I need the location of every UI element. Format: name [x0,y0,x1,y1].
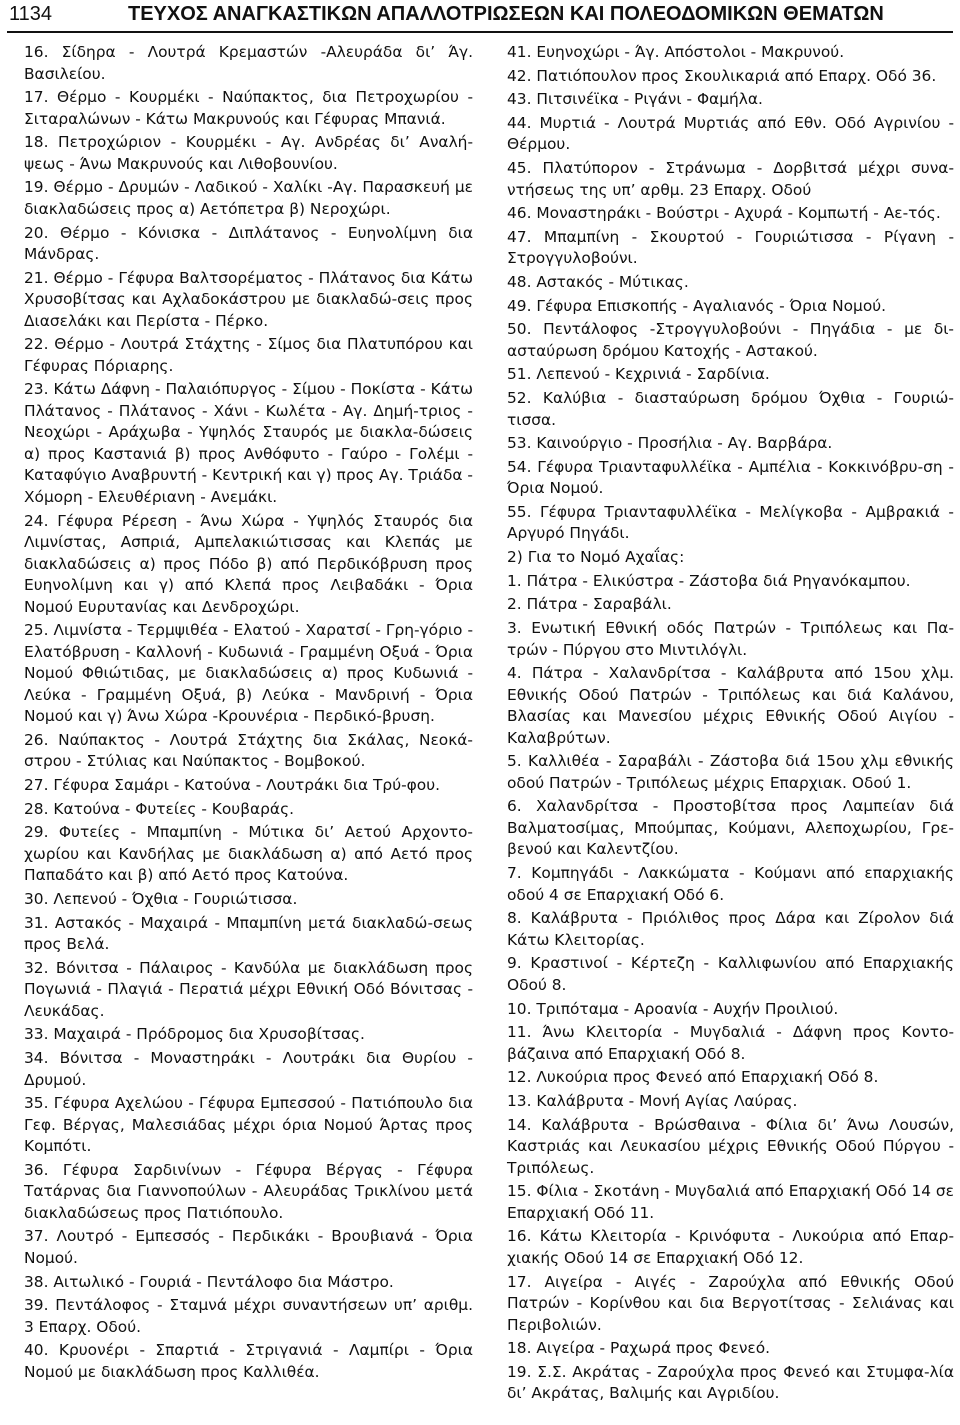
list-item: 1. Πάτρα - Ελικύστρα - Ζάστοβα διά Ρηγανόκαμπου. [507,571,911,590]
header-rule [7,31,953,33]
list-item: 14. Καλάβρυτα - Βρώσθαινα - Φίλια δι’ Άνω Λουσών, Καστριάς και Λευκασίου μέχρις Εθνικής Οδού Πύργου - Τριπόλεως. [507,1115,954,1177]
list-item: 27. Γέφυρα Σαμάρι - Κατούνα - Λουτράκι δια Τρύ-φου. [24,776,441,795]
list-item: 12. Λυκούρια προς Φενεό από Επαρχιακή Οδό 8. [507,1068,879,1087]
list-item: 18. Αιγείρα - Ραχωρά προς Φενεό. [507,1339,771,1358]
list-item: 36. Γέφυρα Σαρδινίνων - Γέφυρα Βέργας - Γέφυρα Τατάρνας δια Γιαννοπούλων - Αλευράδας Τρικλίνου μετά διακλαδώσεως προς Πατιόπουλο. [24,1160,473,1222]
list-item: 35. Γέφυρα Αχελώου - Γέφυρα Εμπεσσού - Πατιόπουλο δια Γεφ. Βέργας, Μαλεσιάδας μέχρι όρια Νομού Άρτας προς Κομπότι. [24,1094,473,1156]
list-item: 41. Ευηνοχώρι - Άγ. Απόστολοι - Μακρυνού. [507,43,845,61]
list-item: 32. Βόνιτσα - Πάλαιρος - Κανδύλα με διακλάδωση προς Πογωνιά - Πλαγιά - Περατιά μέχρι Εθνική Οδό Βόνιτσας - Λευκάδας. [24,958,473,1020]
list-item: 11. Άνω Κλειτορία - Μυγδαλιά - Δάφνη προς Κοντο-βάζαινα από Επαρχιακή Οδό 8. [507,1023,954,1063]
list-item: 31. Αστακός - Μαχαιρά - Μπαμπίνη μετά διακλαδώ-σεως προς Βελά. [24,913,473,954]
list-item: 25. Λιμνίστα - Τερμψιθέα - Ελατού - Χαρατσί - Γρη-γόριο - Ελατόβρυση - Καλλονή - Κυδωνιά - Γραμμένη Οξυά - Όρια Νομού Φθιώτιδας, με διακλαδώσεις α) προς Κυδωνιά - Λεύκα - Γραμμένη Οξυά, β) Λεύκα - Μανδρινή - Όρια Νομού και γ) Άνω Χώρα -Κρουνέρια - Περδικό-βρυση. [24,621,473,726]
list-item: 47. Μπαμπίνη - Σκουρτού - Γουριώτισσα - Ρίγανη - Στρογγυλοβούνι. [507,227,954,268]
list-item: 10. Τριπόταμα - Αροανία - Αυχήν Προιλιού. [507,999,839,1018]
list-item: 38. Αιτωλικό - Γουριά - Πεντάλοφο δια Μάστρο. [24,1272,394,1291]
list-item: 52. Καλύβια - διασταύρωση δρόμου Όχθια - Γουριώ-τισσα. [507,389,954,429]
list-item: 24. Γέφυρα Ρέρεση - Άνω Χώρα - Υψηλός Σταυρός δια Λιμνίστας, Ασπριά, Αμπελακιώτισσας και Κλεπάς με διακλαδώσεις α) προς Πόδο β) από Περδικόβρυση προς Ευηνολίμνη και γ) από Κλεπά προς Λειβαδάκι - Όρια Νομού Ευρυτανίας και Δενδροχώρι. [24,511,473,616]
list-item: 51. Λεπενού - Κεχρινιά - Σαρδίνια. [507,365,770,384]
list-item: 21. Θέρμο - Γέφυρα Βαλτσορέματος - Πλάτανος δια Κάτω Χρυσοβίτσας και Αχλαδοκάστρου με διακλαδώ-σεις προς Διασελάκι και Περίστα - Πέρκο. [24,268,473,330]
list-item: 37. Λουτρό - Εμπεσσός - Περδικάκι - Βρουβιανά - Όρια Νομού. [24,1227,473,1267]
list-item: 16. Σίδηρα - Λουτρά Κρεμαστών -Αλευράδα δι’ Άγ. Βασιλείου. [24,43,473,83]
list-item: 49. Γέφυρα Επισκοπής - Αγαλιανός - Όρια Νομού. [507,296,887,315]
list-item: 2. Πάτρα - Σαραβάλι. [507,595,672,614]
list-item: 45. Πλατύπορον - Στράνωμα - Δορβιτσά μέχρι συνα-ντήσεως της υπ’ αρθμ. 23 Επαρχ. Οδού [507,159,954,199]
list-item: 16. Κάτω Κλειτορία - Κρινόφυτα - Λυκούρια από Επαρ-χιακής Οδού 14 σε Επαρχιακή Οδό 12. [507,1227,954,1267]
list-item: 44. Μυρτιά - Λουτρά Μυρτιάς από Εθν. Οδό Αγρινίου - Θέρμου. [507,113,954,154]
list-item: 13. Καλάβρυτα - Μονή Αγίας Λαύρας. [507,1091,798,1110]
list-item: 42. Πατιόπουλον προς Σκουλικαριά από Επαρχ. Οδό 36. [507,66,937,85]
list-item: 34. Βόνιτσα - Μοναστηράκι - Λουτράκι δια Θυρίου - Δρυμού. [24,1049,473,1089]
list-item: 17. Αιγείρα - Αιγές - Ζαρούχλα από Εθνικής Οδού Πατρών - Κορίνθου και δια Βεργοτίτσας - Σελιάνας και Περιβολιών. [507,1272,954,1334]
list-item: 50. Πεντάλοφος -Στρογγυλοβούνι - Πηγάδια - με δι-ασταύρωση δρόμου Κατοχής - Αστακού. [507,320,954,360]
list-item: 8. Καλάβρυτα - Πριόλιθος προς Δάρα και Ζίρολον διά Κάτω Κλειτορίας. [507,909,954,949]
list-item: 48. Αστακός - Μύτικας. [507,272,689,291]
left-column [24,42,473,1383]
list-item: 19. Θέρμο - Δρυμών - Λαδικού - Χαλίκι -Αγ. Παρασκευή με διακλαδώσεις προς α) Αετόπετρα β) Νεροχώρι. [24,178,473,218]
list-item: 7. Κομπηγάδι - Λακκώματα - Κούμανι από επαρχιακής οδού 4 σε Επαρχιακή Οδό 6. [507,864,954,904]
list-item: 15. Φίλια - Σκοτάνη - Μυγδαλιά από Επαρχιακή Οδό 14 σε Επαρχιακή Οδό 11. [507,1182,954,1222]
list-item: 30. Λεπενού - Όχθια - Γουριώτισσα. [24,889,298,908]
right-column [507,42,954,1405]
list-item: 22. Θέρμο - Λουτρά Στάχτης - Σίμος δια Πλατυπόρου και Γέφυρας Πόριαρης. [24,335,473,375]
list-item: 4. Πάτρα - Χαλανδρίτσα - Καλάβρυτα από 15ου χλμ. Εθνικής Οδού Πατρών - Τριπόλεως και διά Καλάνου, Βλασίας και Μανεσίου μέχρις Εθνικής Οδού Αιγίου - Καλαβρύτων. [507,664,954,747]
list-item: 9. Κραστινοί - Κέρτεζη - Καλλιφωνίου από Επαρχιακής Οδού 8. [507,954,954,994]
list-item: 18. Πετροχώριον - Κουρμέκι - Αγ. Ανδρέας δι’ Αναλή-ψεως - Άνω Μακρυνούς και Λιθοβουνίου. [24,133,473,173]
list-item: 17. Θέρμο - Κουρμέκι - Ναύπακτος, δια Πετροχωρίου - Σιταραλώνων - Κάτω Μακρυνούς και Γέφυρας Μπανιά. [24,88,473,128]
page-number: 1134 [9,3,53,25]
list-item: 20. Θέρμο - Κόνισκα - Διπλάτανος - Ευηνολίμνη δια Μάνδρας. [24,223,473,264]
list-item: 40. Κρυονέρι - Σπαρτιά - Στριγανιά - Λαμπίρι - Όρια Νομού με διακλάδωση προς Καλλιθέα. [24,1341,473,1381]
list-item: 39. Πεντάλοφος - Σταμνά μέχρι συναντήσεων υπ’ αριθμ. 3 Επαρχ. Οδού. [24,1296,473,1336]
list-item: 26. Ναύπακτος - Λουτρά Στάχτης δια Σκάλας, Νεοκά-στρου - Στύλιας και Ναύπακτος - Βομβοκού. [24,730,473,771]
list-item: 19. Σ.Σ. Ακράτας - Ζαρούχλα προς Φενεό και Στυμφα-λία δι’ Ακράτας, Βαλιμής και Αγριδίου. [507,1362,954,1403]
list-item: 46. Μοναστηράκι - Βούστρι - Αχυρά - Κομπωτή - Αε-τός. [507,204,941,223]
list-item: 54. Γέφυρα Τριανταφυλλέϊκα - Αμπέλια - Κοκκινόβρυ-ση - Όρια Νομού. [507,457,954,498]
list-item: 33. Μαχαιρά - Πρόδρομος δια Χρυσοβίτσας. [24,1025,365,1044]
list-item: 53. Καινούργιο - Προσήλια - Αγ. Βαρβάρα. [507,434,833,453]
list-item: 55. Γέφυρα Τριανταφυλλέϊκα - Μελίγκοβα - Αμβρακιά - Αργυρό Πηγάδι. [507,502,954,543]
list-item: 3. Ενωτική Εθνική οδός Πατρών - Τριπόλεως και Πα-τρών - Πύργου στο Μιντιλόγλι. [507,619,954,659]
running-title: ΤΕΥΧΟΣ ΑΝΑΓΚΑΣΤΙΚΩΝ ΑΠΑΛΛΟΤΡΙΩΣΕΩΝ ΚΑΙ ΠΟΛΕΟΔΟΜΙΚΩΝ ΘΕΜΑΤΩΝ [128,3,884,25]
page-header [0,0,960,34]
list-item: 2) Για το Νομό Αχαΐας: [507,548,685,567]
list-item: 29. Φυτείες - Μπαμπίνη - Μύτικα δι’ Αετού Αρχοντο-χωρίου και Κανδήλας με διακλάδωση α) από Αετό προς Παπαδάτο και β) από Αετό προς Κατούνα. [24,823,473,885]
list-item: 6. Χαλανδρίτσα - Προστοβίτσα προς Λαμπείαν διά Βαλματοσίμας, Μπούμπας, Κούμανι, Αλεποχωρίου, Γρε-βενού και Καλεντζίου. [507,797,954,859]
list-item: 23. Κάτω Δάφνη - Παλαιόπυργος - Σίμου - Ποκίστα - Κάτω Πλάτανος - Πλάτανος - Χάνι - Κωλέτα - Αγ. Δημή-τριος - Νεοχώρι - Αράχωβα - Υψηλός Σταυρός με διακλα-δώσεις α) προς Καστανιά β) προς Ανθόφυτο - Γαύρο - Γολέμι - Καταφύγιο Αναβρυντή - Κεντρική και γ) προς Αγ. Τριάδα - Χόμορη - Ελευθέριανη - Ανεμάκι. [24,380,473,506]
list-item: 28. Κατούνα - Φυτείες - Κουβαράς. [24,799,294,818]
list-item: 43. Πιτσινέϊκα - Ριγάνι - Φαμήλα. [507,90,763,109]
list-item: 5. Καλλιθέα - Σαραβάλι - Ζάστοβα διά 15ου χλμ εθνικής οδού Πατρών - Τριπόλεως μέχρις Επαρχιακ. Οδού 1. [507,752,954,792]
